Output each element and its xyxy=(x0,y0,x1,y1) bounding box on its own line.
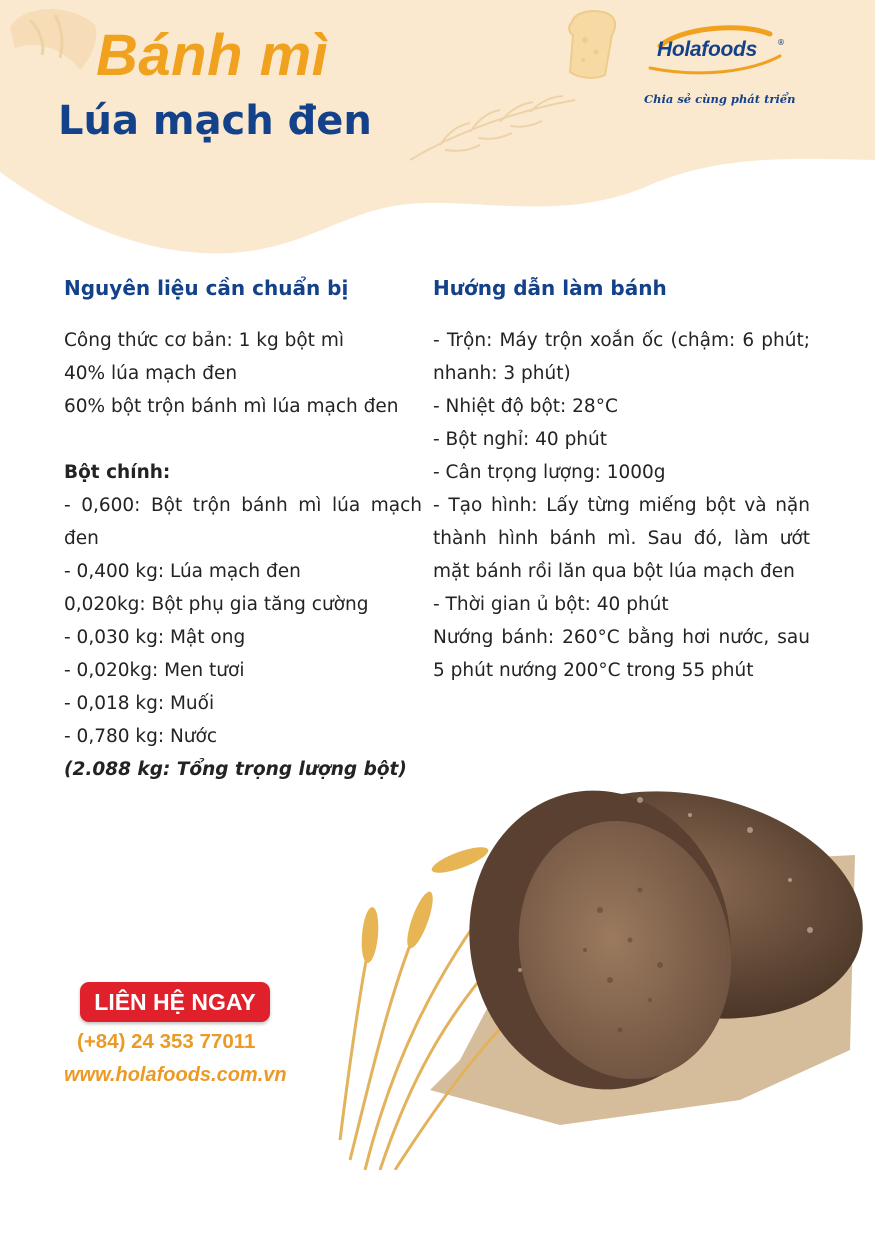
ingredients-heading: Nguyên liệu cần chuẩn bị xyxy=(64,276,349,300)
main-dough-heading: Bột chính: xyxy=(64,462,171,483)
instruction-step: - Thời gian ủ bột: 40 phút xyxy=(433,594,669,615)
ingredient-item: 0,020kg: Bột phụ gia tăng cường xyxy=(64,594,369,615)
instructions-heading: Hướng dẫn làm bánh xyxy=(433,276,667,300)
rye-bread-photo xyxy=(310,740,875,1170)
ingredient-base-line: 40% lúa mạch đen xyxy=(64,363,238,384)
total-weight: (2.088 kg: Tổng trọng lượng bột) xyxy=(64,759,407,780)
ingredient-item: - 0,020kg: Men tươi xyxy=(64,660,245,681)
title-line-1: Bánh mì xyxy=(96,23,329,88)
ingredient-item: - 0,400 kg: Lúa mạch đen xyxy=(64,561,301,582)
ingredient-item: - 0,018 kg: Muối xyxy=(64,693,215,714)
ingredient-base-line: 60% bột trộn bánh mì lúa mạch đen xyxy=(64,396,399,417)
ingredient-item: - 0,600: Bột trộn bánh mì lúa mạch đen xyxy=(64,495,422,549)
instruction-step: - Trộn: Máy trộn xoắn ốc (chậm: 6 phút; nhanh: 3 phút) xyxy=(433,330,810,384)
instruction-step: Nướng bánh: 260°C bằng hơi nước, sau 5 phút nướng 200°C trong 55 phút xyxy=(433,627,810,681)
ingredient-item: - 0,780 kg: Nước xyxy=(64,726,218,747)
website-link[interactable]: www.holafoods.com.vn xyxy=(64,1064,287,1086)
phone-number[interactable]: (+84) 24 353 77011 xyxy=(77,1030,256,1053)
instruction-step: - Tạo hình: Lấy từng miếng bột và nặn thành hình bánh mì. Sau đó, làm ướt mặt bánh rồi lăn qua bột lúa mạch đen xyxy=(433,495,810,582)
instruction-step: - Cân trọng lượng: 1000g xyxy=(433,462,666,483)
title-line-2: Lúa mạch đen xyxy=(58,98,372,144)
ingredient-base-line: Công thức cơ bản: 1 kg bột mì xyxy=(64,330,344,351)
ingredients-section xyxy=(64,270,422,786)
contact-now-button[interactable]: LIÊN HỆ NGAY xyxy=(80,982,270,1022)
instructions-section xyxy=(433,270,810,687)
registered-mark: ® xyxy=(777,38,785,47)
ingredient-item: - 0,030 kg: Mật ong xyxy=(64,627,246,648)
brand-name[interactable]: Holafoods xyxy=(657,38,757,61)
brand-slogan: Chia sẻ cùng phát triển xyxy=(644,92,796,106)
instruction-step: - Bột nghỉ: 40 phút xyxy=(433,429,608,450)
instruction-step: - Nhiệt độ bột: 28°C xyxy=(433,396,618,417)
